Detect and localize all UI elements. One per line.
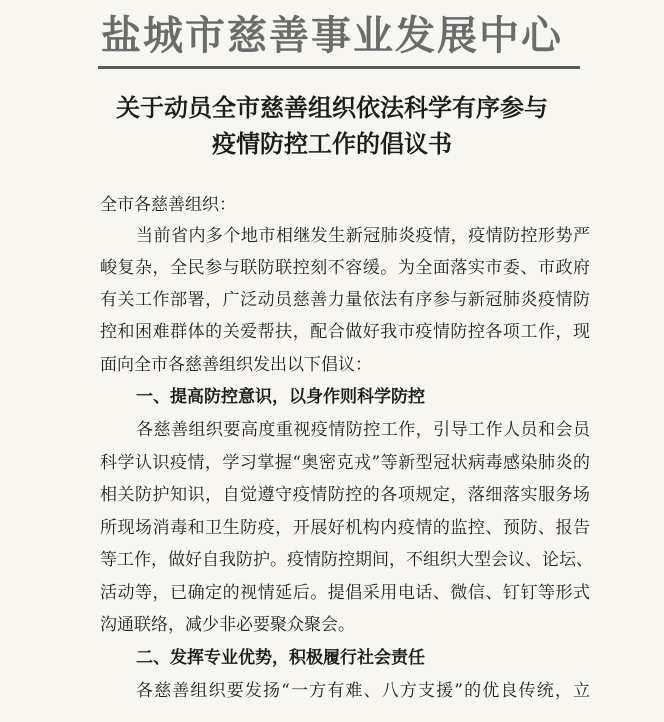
section-1-line: 沟通联络，减少非必要聚众聚会。 [100,615,355,635]
intro-line: 有关工作部署，广泛动员慈善力量依法有序参与新冠肺炎疫情防 [100,290,590,310]
section-1-line: 各慈善组织要高度重视疫情防控工作，引导工作人员和会员 [136,420,590,440]
org-letterhead: 盐城市慈善事业发展中心 [101,12,563,59]
section-1-line: 科学认识疫情，学习掌握“奥密克戎”等新型冠状病毒感染肺炎的 [100,453,590,473]
intro-line: 控和困难群体的关爱帮扶，配合做好我市疫情防控各项工作，现 [100,322,590,342]
document-title-line-1: 关于动员全市慈善组织依法科学有序参与 [116,93,548,122]
section-1-line: 活动等，已确定的视情延后。提倡采用电话、微信、钉钉等形式 [100,583,590,603]
section-heading-2: 二、发挥专业优势，积极履行社会责任 [136,648,425,668]
intro-line: 当前省内多个地市相继发生新冠肺炎疫情，疫情防控形势严 [136,226,590,246]
section-1-line: 相关防护知识，自觉遵守疫情防控的各项规定，落细落实服务场 [100,485,590,505]
section-1-line: 等工作，做好自我防护。疫情防控期间，不组织大型会议、论坛、 [100,550,593,570]
document-title-line-2: 疫情防控工作的倡议书 [212,129,452,158]
intro-line: 峻复杂，全民参与联防联控刻不容缓。为全面落实市委、市政府 [100,258,590,278]
section-heading-1: 一、提高防控意识，以身作则科学防控 [136,387,425,407]
section-1-line: 所现场消毒和卫生防疫，开展好机构内疫情的监控、预防、报告 [100,518,590,538]
salutation: 全市各慈善组织： [100,195,236,215]
letterhead-rule [98,66,580,69]
intro-line: 面向全市各慈善组织发出以下倡议： [100,355,372,375]
section-2-line: 各慈善组织要发扬“一方有难、八方支援”的优良传统，立 [136,681,590,701]
